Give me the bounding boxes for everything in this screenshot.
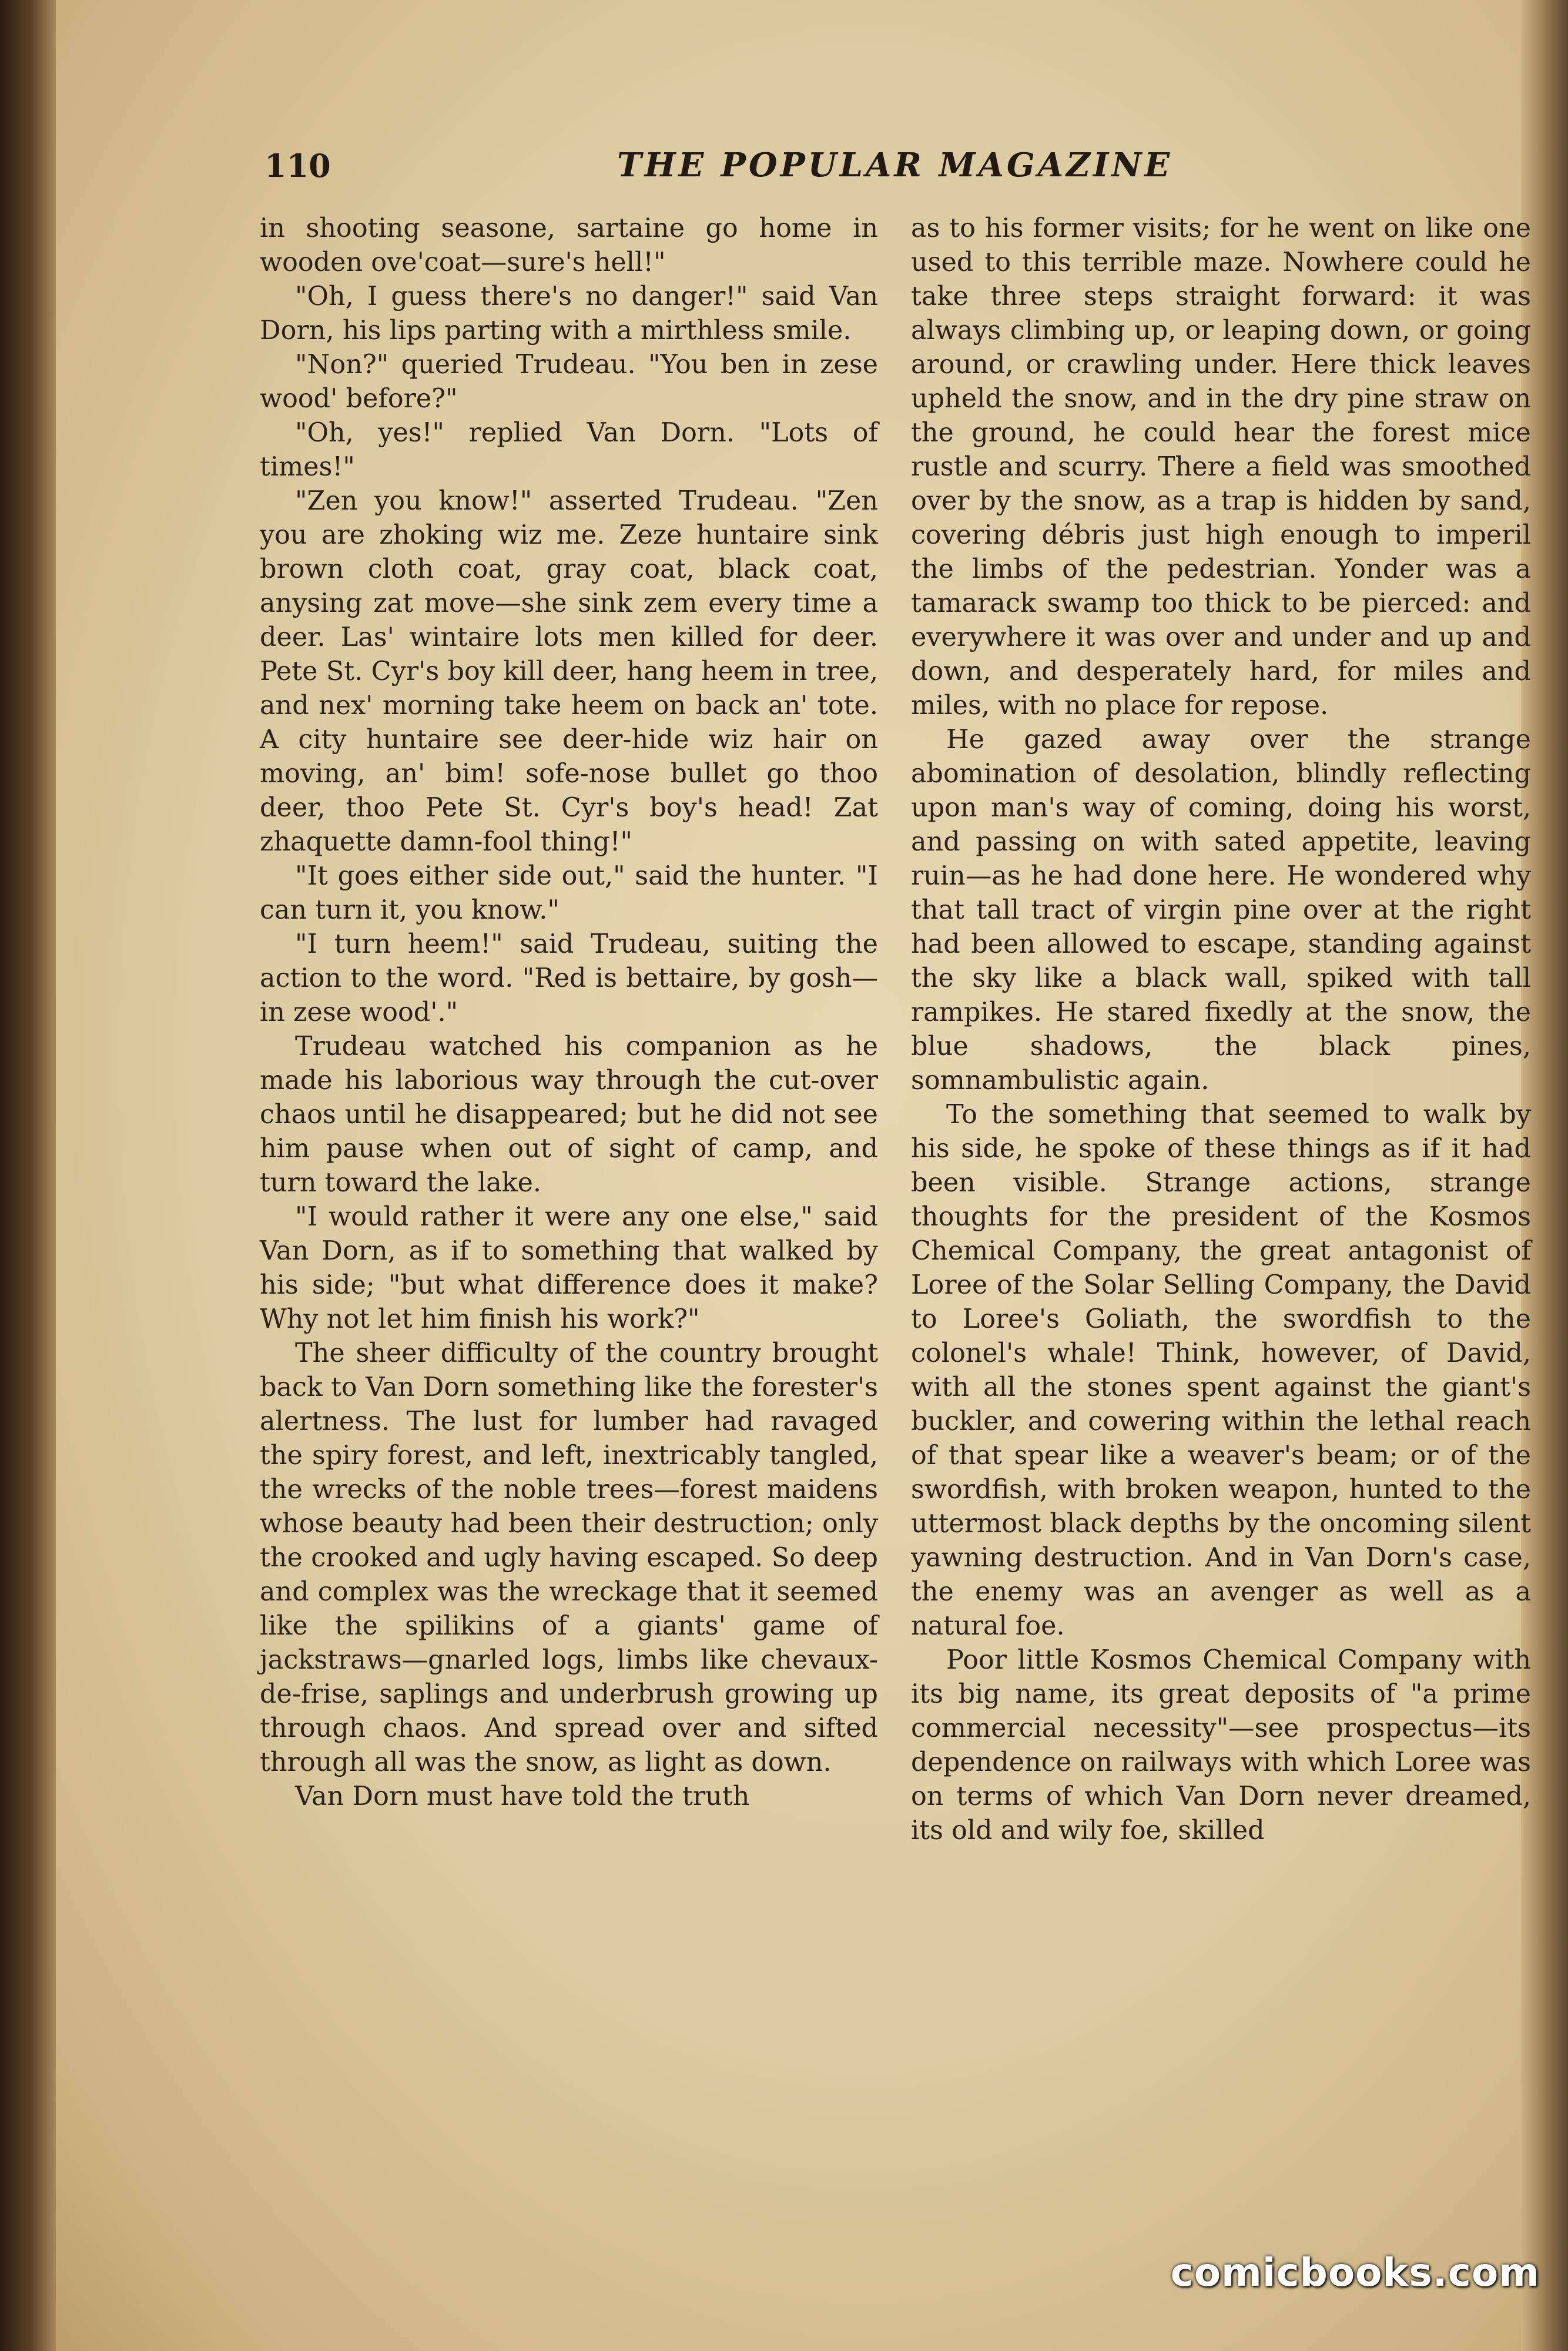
right-column: [911, 212, 1531, 2092]
paragraph: in shooting seasone, sartaine go home in wooden ove'coat—sure's hell!": [260, 213, 878, 277]
binding-edge-left: [0, 0, 56, 2351]
paragraph: Poor little Kosmos Chemical Company with its big name, its great deposits of "a prime commercial necessity"—see prospectus—its dependence on railways with which Loree was on terms of which Van Dorn never dreamed, its old and wily foe, skilled: [911, 1645, 1531, 1846]
paragraph: "Oh, I guess there's no danger!" said Van Dorn, his lips parting with a mirthless smile.: [260, 282, 878, 346]
paragraph: "Non?" queried Trudeau. "You ben in zese wood' before?": [260, 350, 878, 414]
paragraph: To the something that seemed to walk by his side, he spoke of these things as if it had been visible. Strange actions, strange thoughts for the president of the Kosmos Chemical Company, the great antagonist of Loree of the Solar Selling Company, the David to Loree's Goliath, the swordfish to the colonel's whale! Think, however, of David, with all the stones spent against the giant's buckler, and cowering within the lethal reach of that spear like a weaver's beam; or of the swordfish, with broken weapon, hunted to the uttermost black depths by the oncoming silent yawning destruction. And in Van Dorn's case, the enemy was an avenger as well as a natural foe.: [911, 1100, 1531, 1641]
paragraph: He gazed away over the strange abomination of desolation, blindly reflecting upon man's way of coming, doing his worst, and passing on with sated appetite, leaving ruin—as he had done here. He wondered why that tall tract of virgin pine over at the right had been allowed to escape, standing against the sky like a black wall, spiked with tall rampikes. He stared fixedly at the snow, the blue shadows, the black pines, somnambulistic again.: [911, 725, 1531, 1096]
paragraph: Van Dorn must have told the truth: [295, 1781, 750, 1811]
paragraph: "I turn heem!" said Trudeau, suiting the action to the word. "Red is bettaire, by gosh—in zese wood'.": [260, 929, 878, 1027]
page-number: 110: [264, 147, 331, 185]
left-column: [260, 212, 878, 2092]
paragraph: "Zen you know!" asserted Trudeau. "Zen you are zhoking wiz me. Zeze huntaire sink brown cloth coat, gray coat, black coat, anysing zat move—she sink zem every time a deer. Las' wintaire lots men killed for deer. Pete St. Cyr's boy kill deer, hang heem in tree, and nex' morning take heem on back an' tote. A city huntaire see deer-hide wiz hair on moving, an' bim! sofe-nose bullet go thoo deer, thoo Pete St. Cyr's boy's head! Zat zhaquette damn-fool thing!": [260, 486, 878, 857]
paragraph: as to his former visits; for he went on like one used to this terrible maze. Nowhere could he take three steps straight forward: it was always climbing up, or leaping down, or going around, or crawling under. Here thick leaves upheld the snow, and in the dry pine straw on the ground, he could hear the forest mice rustle and scurry. There a field was smoothed over by the snow, as a trap is hidden by sand, covering débris just high enough to imperil the limbs of the pedestrian. Yonder was a tamarack swamp too thick to be pierced: and everywhere it was over and under and up and down, and desperately hard, for miles and miles, with no place for repose.: [911, 213, 1531, 721]
paragraph: The sheer difficulty of the country brought back to Van Dorn something like the forester's alertness. The lust for lumber had ravaged the spiry forest, and left, inextricably tangled, the wrecks of the noble trees—forest maidens whose beauty had been their destruction; only the crooked and ugly having escaped. So deep and complex was the wreckage that it seemed like the spilikins of a giants' game of jackstraws—gnarled logs, limbs like chevaux-de-frise, saplings and underbrush growing up through chaos. And spread over and sifted through all was the snow, as light as down.: [260, 1338, 878, 1777]
page-header: [264, 141, 1305, 194]
magazine-title: THE POPULAR MAGAZINE: [617, 146, 1173, 185]
paragraph: Trudeau watched his companion as he made his laborious way through the cut-over chaos until he disappeared; but he did not see him pause when out of sight of camp, and turn toward the lake.: [260, 1032, 878, 1198]
paragraph: "Oh, yes!" replied Van Dorn. "Lots of times!": [260, 418, 878, 482]
watermark: comicbooks.com: [1170, 2250, 1540, 2295]
paragraph: "I would rather it were any one else," said Van Dorn, as if to something that walked by his side; "but what difference does it make? Why not let him finish his work?": [260, 1202, 878, 1334]
paragraph: "It goes either side out," said the hunter. "I can turn it, you know.": [260, 861, 878, 925]
